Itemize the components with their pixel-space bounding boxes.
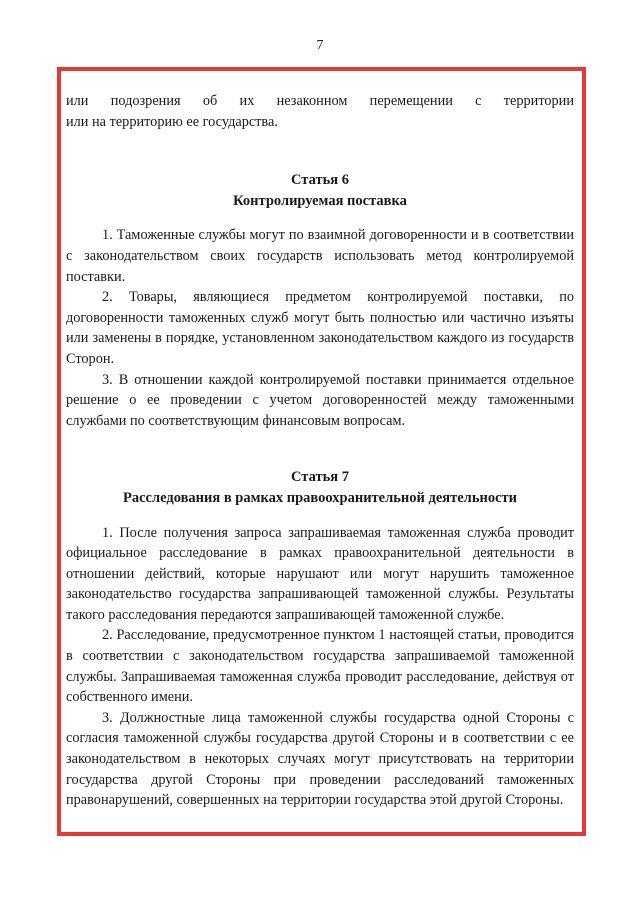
article-6-header — [66, 170, 574, 211]
article-6-paragraph-1: 1. Таможенные службы могут по взаимной договоренности и в соответствии с законодательством своих государств использовать метод контролируемой поставки. — [66, 227, 574, 285]
article-7-paragraph-1: 1. После получения запроса запрашиваемая таможенная служба проводит официальное расследование в рамках правоохранительной деятельности в отношении действий, которые нарушают или могут нарушить таможенное законодательство государства запрашивающей таможенной службы. Результаты такого расследования передаются запрашивающей таможенной службе. — [66, 524, 574, 623]
intro-paragraph — [66, 91, 574, 132]
page-number: 7 — [316, 38, 324, 53]
document-body — [66, 91, 574, 811]
article-7-paragraph-3: 3. Должностные лица таможенной службы государства одной Стороны с согласия таможенной службы государства другой Стороны и в соответствии с ее законодательством в некоторых случаях могут присутствовать на территории государства другой Стороны при проведении расследований таможенных правонарушений, совершенных на территории государства этой другой Стороны. — [66, 709, 574, 809]
article-6-title: Контролируемая поставка — [233, 192, 407, 209]
intro-line-2: или на территорию ее государства. — [66, 113, 278, 130]
article-6-paragraph-3: 3. В отношении каждой контролируемой поставки принимается отдельное решение о ее проведении с учетом договоренностей между таможенными службами по соответствующим финансовым вопросам. — [66, 371, 574, 429]
article-6-paragraph-2: 2. Товары, являющиеся предметом контролируемой поставки, по договоренности таможенных служб могут быть полностью или частично изъяты или заменены в порядке, установленном законодательством каждого из государств Сторон. — [66, 289, 574, 367]
article-7-header — [66, 467, 574, 508]
article-6-number: Статья 6 — [291, 172, 349, 189]
intro-line-1: или подозрения об их незаконном перемещении с территории — [66, 93, 574, 109]
article-7-title: Расследования в рамках правоохранительной деятельности — [123, 489, 517, 506]
article-7-paragraph-2: 2. Расследование, предусмотренное пунктом 1 настоящей статьи, проводится в соответствии с законодательством государства запрашиваемой таможенной службы. Запрашиваемая таможенная служба проводит расследование, действуя от собственного имени. — [66, 627, 574, 706]
article-7-number: Статья 7 — [291, 469, 349, 486]
